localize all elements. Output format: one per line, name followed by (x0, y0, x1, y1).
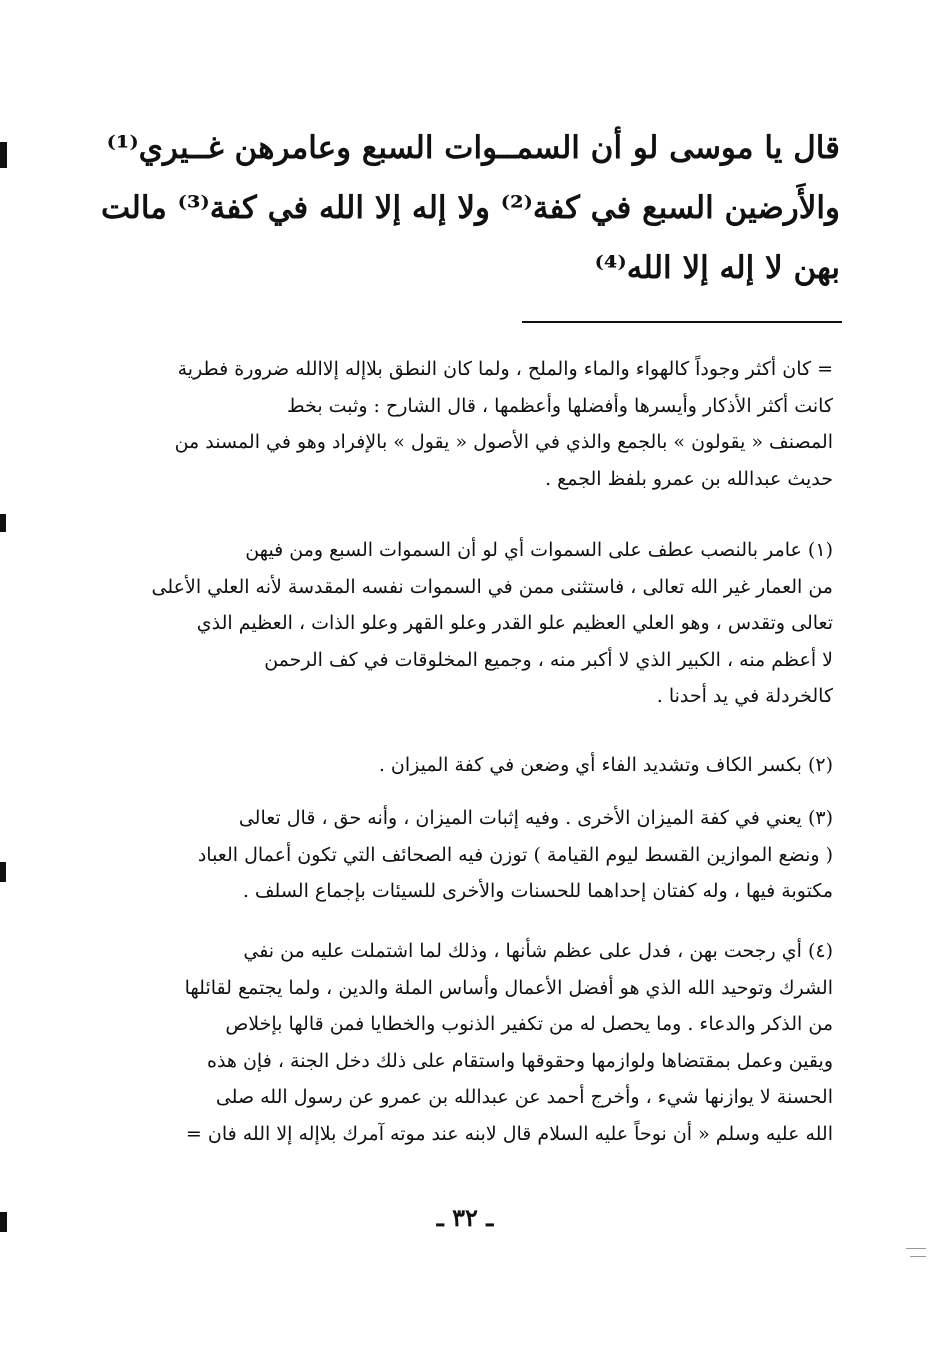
main-text-line: قال يا موسى لو أن السمــوات السبع وعامرهن غــيري⁽¹⁾ (106, 130, 840, 166)
scan-edge-mark (0, 1212, 7, 1232)
footnote-line: ( ونضع الموازين القسط ليوم القيامة ) توزن فيه الصحائف التي تكون أعمال العباد (197, 843, 833, 866)
footnote-line: حديث عبدالله بن عمرو بلفظ الجمع . (545, 467, 833, 490)
footnote-line: تعالى وتقدس ، وهو العلي العظيم علو القدر وعلو القهر وعلو الذات ، العظيم الذي (196, 612, 833, 634)
footnote-3 (108, 800, 833, 910)
footnote-2 (108, 747, 833, 784)
footnote-line: من الذكر والدعاء . وما يحصل له من تكفير الذنوب والخطايا فمن قالها بإخلاص (225, 1013, 833, 1035)
footnote-line: كالخردلة في يد أحدنا . (656, 685, 833, 707)
scan-edge-mark (910, 1256, 926, 1257)
footnote-line: لا أعظم منه ، الكبير الذي لا أكبر منه ، وجميع المخلوقات في كف الرحمن (264, 648, 833, 671)
footnote-line: مكتوبة فيها ، وله كفتان إحداهما للحسنات والأخرى للسيئات بإجماع السلف . (242, 880, 833, 902)
footnote-separator (522, 321, 842, 323)
footnote-line: كانت أكثر الأذكار وأيسرها وأفضلها وأعظمها ، قال الشارح : وثبت بخط (287, 394, 833, 417)
footnote-line: من العمار غير الله تعالى ، فاستثنى ممن في السموات نفسه المقدسة لأنه العلي الأعلى (151, 575, 833, 598)
scan-edge-mark (0, 514, 6, 532)
footnote-1 (108, 532, 833, 715)
scan-edge-mark (0, 142, 7, 168)
footnote-line: الله عليه وسلم « أن نوحاً عليه السلام قال لابنه عند موته آمرك بلاإله إلا الله فان = (185, 1122, 833, 1145)
scan-edge-mark (0, 862, 6, 882)
footnote-4 (108, 933, 833, 1152)
footnote-line: الحسنة لا يوازنها شيء ، وأخرج أحمد عن عبدالله بن عمرو عن رسول الله صلى (215, 1086, 833, 1108)
footnote-line: (١) عامر بالنصب عطف على السموات أي لو أن السموات السبع ومن فيهن (245, 539, 833, 561)
footnote-continuation (108, 351, 833, 497)
main-text-line: بهن لا إله إلا الله⁽⁴⁾ (594, 250, 840, 286)
scan-edge-mark (906, 1248, 926, 1249)
main-hadith-text (100, 118, 840, 298)
footnote-line: (٢) بكسر الكاف وتشديد الفاء أي وضعن في كفة الميزان . (378, 754, 833, 776)
footnote-line: (٣) يعني في كفة الميزان الأخرى . وفيه إثبات الميزان ، وأنه حق ، قال تعالى (238, 807, 833, 829)
main-text-line: والأَرضين السبع في كفة⁽²⁾ ولا إله إلا الله في كفة⁽³⁾ مالت (100, 190, 840, 226)
footnote-line: ويقين وعمل بمقتضاها ولوازمها وحقوقها واستقام على ذلك دخل الجنة ، فإن هذه (206, 1049, 833, 1072)
footnote-line: المصنف « يقولون » بالجمع والذي في الأصول « يقول » بالإفراد وهو في المسند من (174, 431, 833, 453)
page-number: ـ ٣٢ ـ (436, 1203, 494, 1232)
footnote-line: الشرك وتوحيد الله الذي هو أفضل الأعمال وأساس الملة والدين ، ولما يجتمع لقائلها (184, 976, 833, 999)
footnote-line: (٤) أي رجحت بهن ، فدل على عظم شأنها ، وذلك لما اشتملت عليه من نفي (243, 940, 833, 962)
footnote-line: = كان أكثر وجوداً كالهواء والماء والملح ، ولما كان النطق بلاإله إلاالله ضرورة فطرية (177, 358, 833, 380)
